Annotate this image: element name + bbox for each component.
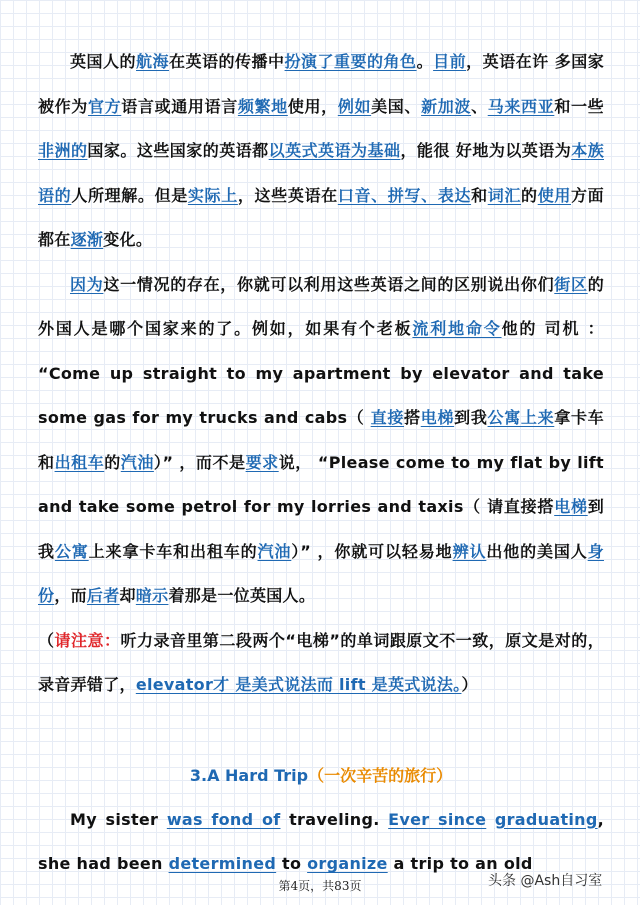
text-segment: 和一些 bbox=[554, 96, 604, 116]
highlighted-term: 因为 bbox=[70, 274, 104, 294]
text-segment: 。 bbox=[416, 52, 434, 71]
text-segment: （ bbox=[38, 630, 55, 650]
text-segment: traveling. bbox=[280, 809, 389, 829]
heading-subtitle: （一次辛苦的旅行） bbox=[308, 765, 453, 785]
text-segment: 在英语的传播中 bbox=[169, 52, 285, 71]
text-segment: 的 bbox=[104, 452, 121, 472]
text-segment: ）” ，你就可以轻易地 bbox=[291, 541, 453, 561]
highlighted-term: 目前 bbox=[433, 52, 467, 71]
watermark: 头条 @Ash自习室 bbox=[488, 873, 603, 889]
paragraph-list bbox=[38, 40, 604, 708]
page-footer: 第4页，共83页 bbox=[278, 879, 362, 893]
highlighted-term: organize bbox=[307, 854, 388, 873]
highlighted-term: 例如 bbox=[337, 96, 372, 116]
text-segment: 语言或通用语言 bbox=[121, 96, 238, 116]
text-segment: 这一情况的存在，你就可以利用这些英语之间的区别说出你们 bbox=[103, 274, 555, 294]
highlighted-term: 汽油 bbox=[257, 541, 292, 561]
text-segment: 使用， bbox=[287, 96, 338, 116]
highlighted-term: 出租车 bbox=[54, 452, 105, 472]
text-segment: 国家。这些国家的英语都 bbox=[87, 141, 269, 160]
text-segment: 到我 bbox=[38, 497, 605, 561]
highlighted-term: 直接 bbox=[370, 408, 405, 427]
highlighted-term: was fond of bbox=[166, 809, 281, 829]
highlighted-term: 新加波 bbox=[421, 96, 472, 116]
text-segment: 他的 司机 ： “Come up straight to my apartment by elevator and take some gas for my trucks and cabs（ bbox=[38, 319, 604, 427]
text-segment: , she had been bbox=[38, 809, 605, 873]
highlighted-term: Ever since bbox=[388, 809, 487, 829]
paragraph-navigation bbox=[38, 40, 604, 263]
text-segment: ，能很 好地为以英语为 bbox=[400, 141, 572, 160]
highlighted-term: 马来西亚 bbox=[487, 96, 555, 116]
highlighted-term: 逐渐 bbox=[70, 230, 104, 249]
text-segment: 出他的美国人 bbox=[486, 541, 588, 561]
section-heading bbox=[38, 754, 604, 798]
highlighted-term: 公寓 bbox=[54, 541, 89, 561]
highlighted-term: 街区 bbox=[554, 274, 588, 294]
text-segment: 到我 bbox=[454, 408, 488, 427]
text-segment: 上来拿卡车和出租车的 bbox=[88, 541, 258, 561]
paragraph-note bbox=[38, 619, 604, 708]
highlighted-term: 后者 bbox=[86, 586, 120, 605]
highlighted-term: 官方 bbox=[87, 96, 122, 116]
highlighted-term: 电梯 bbox=[420, 408, 455, 427]
highlighted-term: 电梯 bbox=[554, 497, 588, 516]
highlighted-term: elevator才 是美式说法而 lift 是英式说法。 bbox=[135, 675, 462, 694]
document-body bbox=[38, 40, 604, 887]
text-segment: ，英语在许 多国家被作为 bbox=[38, 52, 604, 116]
text-segment: My sister bbox=[70, 809, 167, 829]
text-segment bbox=[486, 810, 495, 829]
highlighted-term: 身份 bbox=[38, 541, 604, 605]
text-segment: 、 bbox=[471, 96, 488, 116]
highlighted-term: 实际上 bbox=[187, 185, 238, 205]
highlighted-term: 词汇 bbox=[487, 185, 522, 205]
paragraph-differences bbox=[38, 263, 604, 619]
highlighted-term: 辨认 bbox=[452, 541, 487, 561]
highlighted-term: 汽油 bbox=[120, 452, 154, 472]
text-segment: 着那是一位英国人。 bbox=[168, 586, 316, 605]
text-segment: ，这些英语在 bbox=[237, 185, 338, 205]
highlighted-term: 本族语的 bbox=[38, 141, 604, 205]
text-segment: 美国、 bbox=[371, 96, 422, 116]
text-segment: 听力录音里第二段两个“电梯”的单词跟原文不一致，原文是对的，录音弄错了， bbox=[38, 630, 604, 694]
text-segment: 变化。 bbox=[103, 230, 153, 249]
highlighted-term: 要求 bbox=[245, 452, 279, 472]
text-segment: 搭 bbox=[404, 408, 421, 427]
text-segment: a trip to an old bbox=[387, 854, 533, 873]
text-segment: ，而 bbox=[54, 586, 87, 605]
highlighted-term: 非洲的 bbox=[38, 141, 88, 160]
highlighted-term: graduating bbox=[494, 809, 598, 829]
note-label: 请注意： bbox=[54, 630, 121, 650]
heading-title: 3.A Hard Trip bbox=[189, 765, 309, 785]
text-segment: ） bbox=[461, 675, 478, 694]
text-segment: 人所理解。但是 bbox=[71, 185, 188, 205]
text-segment: 方面都在 bbox=[38, 185, 604, 249]
highlighted-term: 暗示 bbox=[135, 586, 169, 605]
text-segment: 却 bbox=[119, 586, 136, 605]
highlighted-term: 口音、拼写、表达 bbox=[337, 185, 472, 205]
highlighted-term: 航海 bbox=[136, 52, 170, 71]
text-segment: ）” ，而不是 bbox=[153, 452, 246, 472]
text-segment: 说， “Please come to my flat by lift and take some petrol for my lorries and taxis（ 请直接搭 bbox=[38, 452, 604, 516]
highlighted-term: 扮演了重要的角色 bbox=[284, 52, 417, 71]
highlighted-term: 使用 bbox=[537, 185, 571, 205]
text-segment: 和 bbox=[471, 185, 488, 205]
text-segment: 英国人的 bbox=[70, 52, 137, 71]
highlighted-term: 以英式英语为基础 bbox=[268, 141, 401, 160]
text-segment: to bbox=[276, 854, 308, 873]
highlighted-term: 频繁地 bbox=[237, 96, 288, 116]
text-segment: 的外国人是哪个国家来的了。例如，如果有个老板 bbox=[38, 274, 604, 338]
text-segment: 的 bbox=[521, 185, 538, 205]
highlighted-term: determined bbox=[168, 854, 277, 873]
highlighted-term: 公寓上来 bbox=[487, 408, 555, 427]
text-segment: 拿卡车和 bbox=[38, 408, 604, 472]
highlighted-term: 流利地命令 bbox=[412, 319, 502, 338]
